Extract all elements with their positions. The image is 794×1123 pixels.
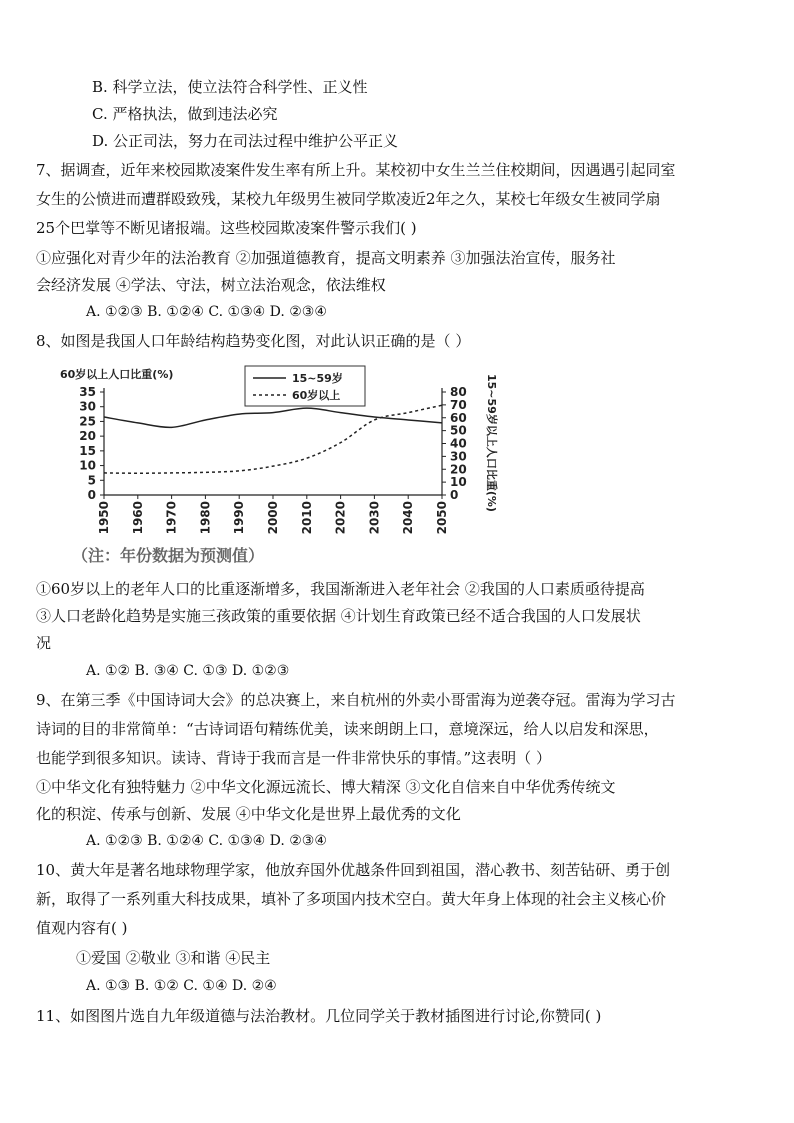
- x-tick-label: 2000: [266, 501, 280, 535]
- x-tick-label: 2020: [333, 501, 348, 535]
- q8-items-line-3: 况: [36, 634, 52, 652]
- y-left-tick-label: 35: [79, 385, 96, 399]
- q8-items-line-2: ③人口老龄化趋势是实施三孩政策的重要依据 ④计划生育政策已经不适合我国的人口发展状: [36, 607, 641, 625]
- y-right-tick-label: 40: [450, 436, 467, 451]
- x-tick-label: 2030: [367, 501, 382, 535]
- q10-stem-line-1: 10、黄大年是著名地球物理学家，他放弃国外优越条件回到祖国，潜心教书、刻苦钻研、勇于创: [36, 861, 671, 879]
- population-chart: [60, 360, 520, 535]
- legend-label-15-59: 15~59岁: [292, 372, 343, 385]
- x-tick-label: 1950: [97, 501, 111, 535]
- y-right-tick-label: 10: [450, 475, 467, 490]
- q7-items-line-1: ①应强化对青少年的法治教育 ②加强道德教育，提高文明素养 ③加强法治宣传，服务社: [36, 249, 616, 267]
- q9-items-line-2: 化的积淀、传承与创新、发展 ④中华文化是世界上最优秀的文化: [36, 805, 461, 823]
- y-left-tick-label: 0: [87, 488, 96, 502]
- x-tick-label: 2010: [299, 501, 314, 535]
- series-line-15-59: [104, 408, 442, 427]
- y-right-tick-label: 50: [450, 423, 467, 438]
- y-axis-left-ticks: [79, 385, 104, 502]
- y-left-tick-label: 25: [79, 414, 96, 429]
- q7-stem-line-3: 25个巴掌等不断见诸报端。这些校园欺凌案件警示我们( ): [36, 219, 417, 237]
- q9-stem-line-2: 诗词的目的非常简单：“古诗词语句精练优美，读来朗朗上口，意境深远，给人以启发和深思，: [36, 720, 659, 738]
- q10-items: ①爱国 ②敬业 ③和谐 ④民主: [76, 949, 271, 967]
- q10-choices: A. ①③ B. ①② C. ①④ D. ②④: [86, 978, 277, 994]
- x-tick-label: 1960: [130, 501, 145, 535]
- x-tick-label: 1980: [198, 501, 213, 535]
- q9-choices: A. ①②③ B. ①②④ C. ①③④ D. ②③④: [86, 833, 327, 849]
- q10-stem-line-2: 新，取得了一系列重大科技成果，填补了多项国内技术空白。黄大年身上体现的社会主义核心价: [36, 890, 667, 908]
- y-right-tick-label: 0: [450, 488, 459, 502]
- chart-legend: [245, 366, 365, 406]
- q6-option-b: B. 科学立法，使立法符合科学性、正义性: [92, 78, 368, 96]
- series-line-60-plus: [104, 405, 442, 473]
- x-tick-label: 2040: [401, 501, 416, 535]
- y-left-tick-label: 30: [79, 399, 96, 414]
- q6-option-c: C. 严格执法，做到违法必究: [92, 105, 278, 123]
- y-axis-right-title: 15~59岁以上人口比重(%): [485, 374, 498, 512]
- q7-stem-line-1: 7、据调查，近年来校园欺凌案件发生率有所上升。某校初中女生兰兰住校期间，因遇遇引起同室: [36, 161, 676, 179]
- q7-choices: A. ①②③ B. ①②④ C. ①③④ D. ②③④: [86, 304, 327, 320]
- x-tick-label: 1970: [164, 501, 179, 535]
- q9-items-line-1: ①中华文化有独特魅力 ②中华文化源远流长、博大精深 ③文化自信来自中华优秀传统文: [36, 778, 616, 796]
- y-axis-right-ticks: [442, 385, 467, 502]
- x-axis-ticks: [97, 495, 449, 534]
- y-right-tick-label: 30: [450, 449, 467, 464]
- q9-stem-line-3: 也能学到很多知识。读诗、背诗于我而言是一件非常快乐的事情。”这表明（ ）: [36, 749, 551, 767]
- y-left-tick-label: 15: [79, 443, 96, 458]
- chart-note: （注：年份数据为预测值）: [72, 546, 265, 565]
- q8-items-line-1: ①60岁以上的老年人口的比重逐渐增多，我国渐渐进入老年社会 ②我国的人口素质亟待提高: [36, 580, 645, 598]
- y-right-tick-label: 70: [450, 397, 467, 412]
- q9-stem-line-1: 9、在第三季《中国诗词大会》的总决赛上，来自杭州的外卖小哥雷海为逆袭夺冠。雷海为学习古: [36, 691, 676, 709]
- y-left-tick-label: 20: [79, 429, 96, 444]
- q10-stem-line-3: 值观内容有( ): [36, 919, 128, 937]
- x-tick-label: 2050: [435, 501, 449, 535]
- x-tick-label: 1990: [232, 501, 247, 535]
- y-left-tick-label: 10: [79, 458, 96, 473]
- q8-stem: 8、如图是我国人口年龄结构趋势变化图，对此认识正确的是（ ）: [36, 332, 471, 350]
- y-axis-left-title: 60岁以上人口比重(%): [60, 368, 174, 381]
- chart-series: [104, 405, 442, 473]
- q8-choices: A. ①② B. ③④ C. ①③ D. ①②③: [86, 663, 290, 679]
- legend-label-60-plus: 60岁以上: [292, 389, 341, 402]
- y-left-tick-label: 5: [87, 473, 96, 488]
- y-right-tick-label: 80: [450, 385, 467, 399]
- q11-stem: 11、如图图片选自九年级道德与法治教材。几位同学关于教材插图进行讨论,你赞同( ): [36, 1007, 602, 1025]
- q7-items-line-2: 会经济发展 ④学法、守法，树立法治观念，依法维权: [36, 276, 386, 294]
- y-right-tick-label: 60: [450, 410, 467, 425]
- q6-option-d: D. 公正司法，努力在司法过程中维护公平正义: [92, 132, 399, 150]
- q7-stem-line-2: 女生的公愤进而遭群殴致残，某校九年级男生被同学欺凌近2年之久，某校七年级女生被同学扇: [36, 190, 661, 208]
- y-right-tick-label: 20: [450, 462, 467, 477]
